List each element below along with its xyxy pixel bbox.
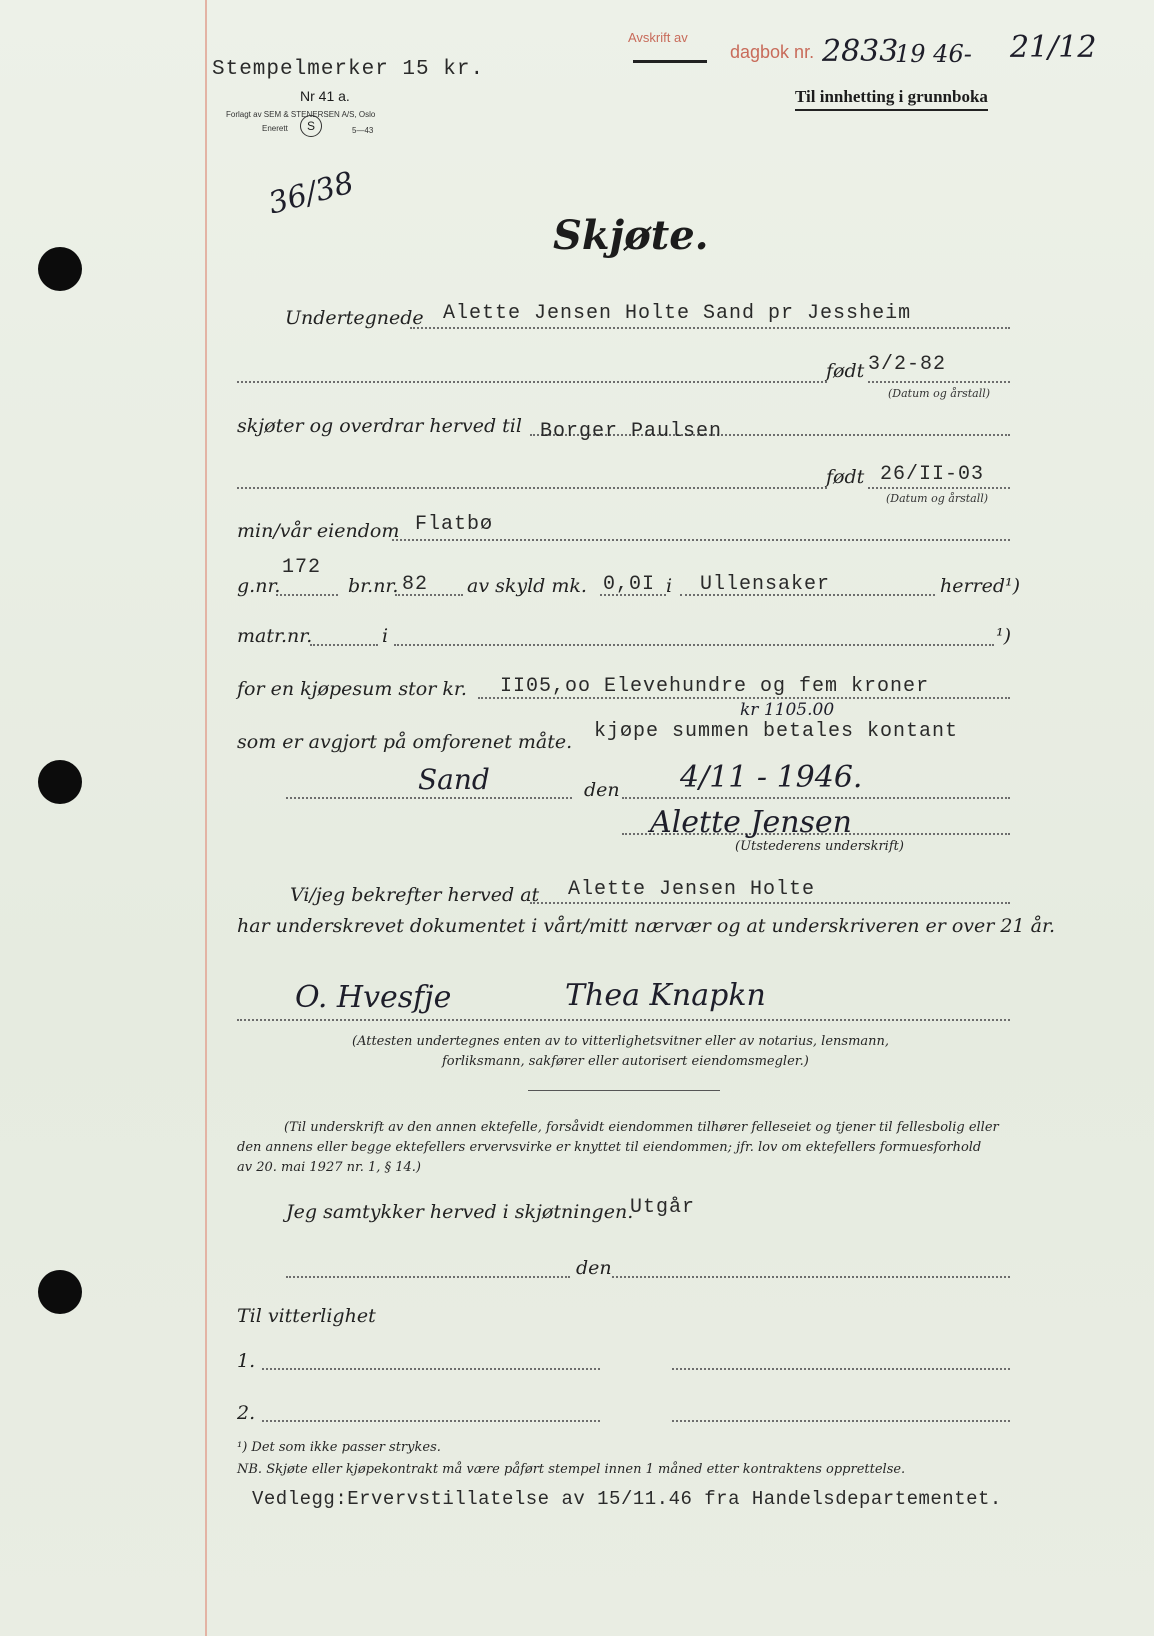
vitterlighet-1-label: 1.: [237, 1350, 256, 1372]
date-value: 4/11 - 1946.: [680, 760, 863, 795]
place-value: Sand: [418, 763, 490, 796]
fodt2-value: 26/II-03: [880, 463, 985, 486]
margin-rule: [205, 0, 207, 1636]
skjoter-label: skjøter og overdrar herved til: [237, 415, 522, 437]
avgjort-label: som er avgjort på omforenet måte.: [237, 731, 573, 753]
matr-label: matr.nr.: [237, 625, 313, 647]
gnr-label: g.nr.: [237, 575, 281, 597]
undertegnede-line: [410, 327, 1010, 329]
place-line: [286, 797, 572, 799]
punch-hole-top: [38, 247, 82, 291]
publisher-line: Forlagt av SEM & STENERSEN A/S, Oslo: [226, 110, 376, 119]
attest-note-1: (Attesten undertegnes enten av to vitterlighetsvitner eller av notarius, lensmann,: [352, 1034, 890, 1049]
attest-note-2: forliksmann, sakfører eller autorisert eiendomsmegler.): [442, 1054, 809, 1069]
date-den-label: den: [584, 779, 620, 801]
separator-line: [528, 1090, 720, 1091]
punch-hole-middle: [38, 760, 82, 804]
form-date: 5—43: [352, 126, 374, 135]
document-title: Skjøte.: [553, 212, 709, 259]
strike-mark: [633, 60, 707, 63]
matr-i-label: i: [382, 625, 389, 647]
eiendom-value: Flatbø: [415, 513, 494, 536]
stamp-label: Stempelmerker 15 kr.: [212, 58, 485, 81]
fodt1-line: [868, 381, 1010, 383]
witness-signature-2: Thea Knapkn: [565, 978, 766, 1013]
spouse-place-line: [286, 1276, 570, 1278]
enerett-label: Enerett: [262, 124, 288, 133]
publisher-logo: S: [300, 115, 322, 137]
fodt1-leader: [237, 381, 827, 383]
spouse-den-label: den: [576, 1257, 612, 1279]
folio-mark: 36/38: [264, 165, 358, 222]
avgjort-value: kjøpe summen betales kontant: [594, 720, 959, 743]
punch-hole-bottom: [38, 1270, 82, 1314]
datum-note-1: (Datum og årstall): [888, 387, 991, 400]
buyer-value: Borger Paulsen: [540, 420, 723, 443]
vedlegg-text: Vedlegg:Ervervstillatelse av 15/11.46 fra Handelsdepartementet.: [252, 1488, 1002, 1510]
innhetting-label: Til innhetting i grunnboka: [795, 87, 988, 111]
vitterlighet-label: Til vitterlighet: [237, 1305, 376, 1327]
samtykke-value: Utgår: [630, 1196, 696, 1219]
form-number: Nr 41 a.: [300, 88, 350, 104]
undertegnede-label: Undertegnede: [285, 307, 424, 329]
undertegnede-value: Alette Jensen Holte Sand pr Jessheim: [443, 302, 912, 325]
brnr-label: br.nr.: [348, 575, 399, 597]
gnr-line: [276, 594, 338, 596]
witness-signature-1: O. Hvesfje: [295, 980, 452, 1015]
fodt2-label: født: [826, 466, 865, 488]
kjopesum-hand: kr 1105.00: [740, 700, 835, 720]
footnote-nb: NB. Skjøte eller kjøpekontrakt må være påført stempel innen 1 måned etter kontraktens opprettelse.: [237, 1462, 906, 1477]
utsteder-note: (Utstederens underskrift): [735, 839, 904, 854]
fodt1-value: 3/2-82: [868, 353, 947, 376]
witness-sign-line: [237, 1019, 1010, 1021]
datum-note-2: (Datum og årstall): [886, 492, 989, 505]
spouse-note-3: av 20. mai 1927 nr. 1, § 14.): [237, 1160, 421, 1175]
matr-i-line: [394, 644, 994, 646]
eiendom-label: min/vår eiendom: [237, 520, 400, 542]
date-line: [622, 797, 1010, 799]
vitterlighet-1-line-b: [672, 1368, 1010, 1370]
vitterlighet-2-line-b: [672, 1420, 1010, 1422]
spouse-note-1: (Til underskrift av den annen ektefelle, forsåvidt eiendommen tilhører felleseiet og tjener til fellesbolig eller: [284, 1120, 999, 1135]
utsteder-signature: Alette Jensen: [650, 805, 852, 840]
i-label: i: [666, 575, 673, 597]
witness-statement: har underskrevet dokumentet i vårt/mitt nærvær og at underskriveren er over 21 år.: [237, 915, 1055, 937]
matr-line: [310, 644, 378, 646]
skyld-value: 0,0I: [603, 573, 656, 596]
fodt2-leader: [237, 487, 827, 489]
fodt1-label: født: [826, 360, 865, 382]
dagbok-label: dagbok nr.: [730, 42, 815, 62]
dagbok-year: 19 46-: [895, 40, 972, 68]
vitterlighet-1-line-a: [262, 1368, 600, 1370]
fodt2-line: [868, 487, 1010, 489]
herred-label: herred¹): [940, 575, 1021, 597]
footnote-1: ¹) Det som ikke passer strykes.: [237, 1440, 441, 1455]
spouse-note-2: den annens eller begge ektefellers ervervsvirke er knyttet til eiendommen; jfr. lov om ektefellers formuesforhold: [237, 1140, 982, 1155]
spouse-date-line: [612, 1276, 1010, 1278]
samtykke-label: Jeg samtykker herved i skjøtningen.: [286, 1201, 634, 1223]
vitterlighet-2-label: 2.: [237, 1402, 256, 1424]
dagbok-number: 2833: [822, 34, 899, 69]
dagbok-date: 21/12: [1010, 30, 1097, 65]
bekrefter-value: Alette Jensen Holte: [568, 878, 816, 901]
kjopesum-value: II05,oo Elevehundre og fem kroner: [500, 675, 930, 698]
eiendom-line: [392, 539, 1010, 541]
skyld-label: av skyld mk.: [467, 575, 587, 597]
vitterlighet-2-line-a: [262, 1420, 600, 1422]
bekrefter-line: [530, 902, 1010, 904]
kjopesum-label: for en kjøpesum stor kr.: [237, 678, 467, 700]
gnr-value: 172: [282, 556, 322, 579]
matr-end: ¹): [996, 625, 1012, 647]
brnr-value: 82: [402, 573, 429, 596]
avskrift-label: Avskrift av: [628, 30, 688, 45]
herred-value: Ullensaker: [700, 573, 831, 596]
bekrefter-label: Vi/jeg bekrefter herved at: [290, 884, 540, 906]
